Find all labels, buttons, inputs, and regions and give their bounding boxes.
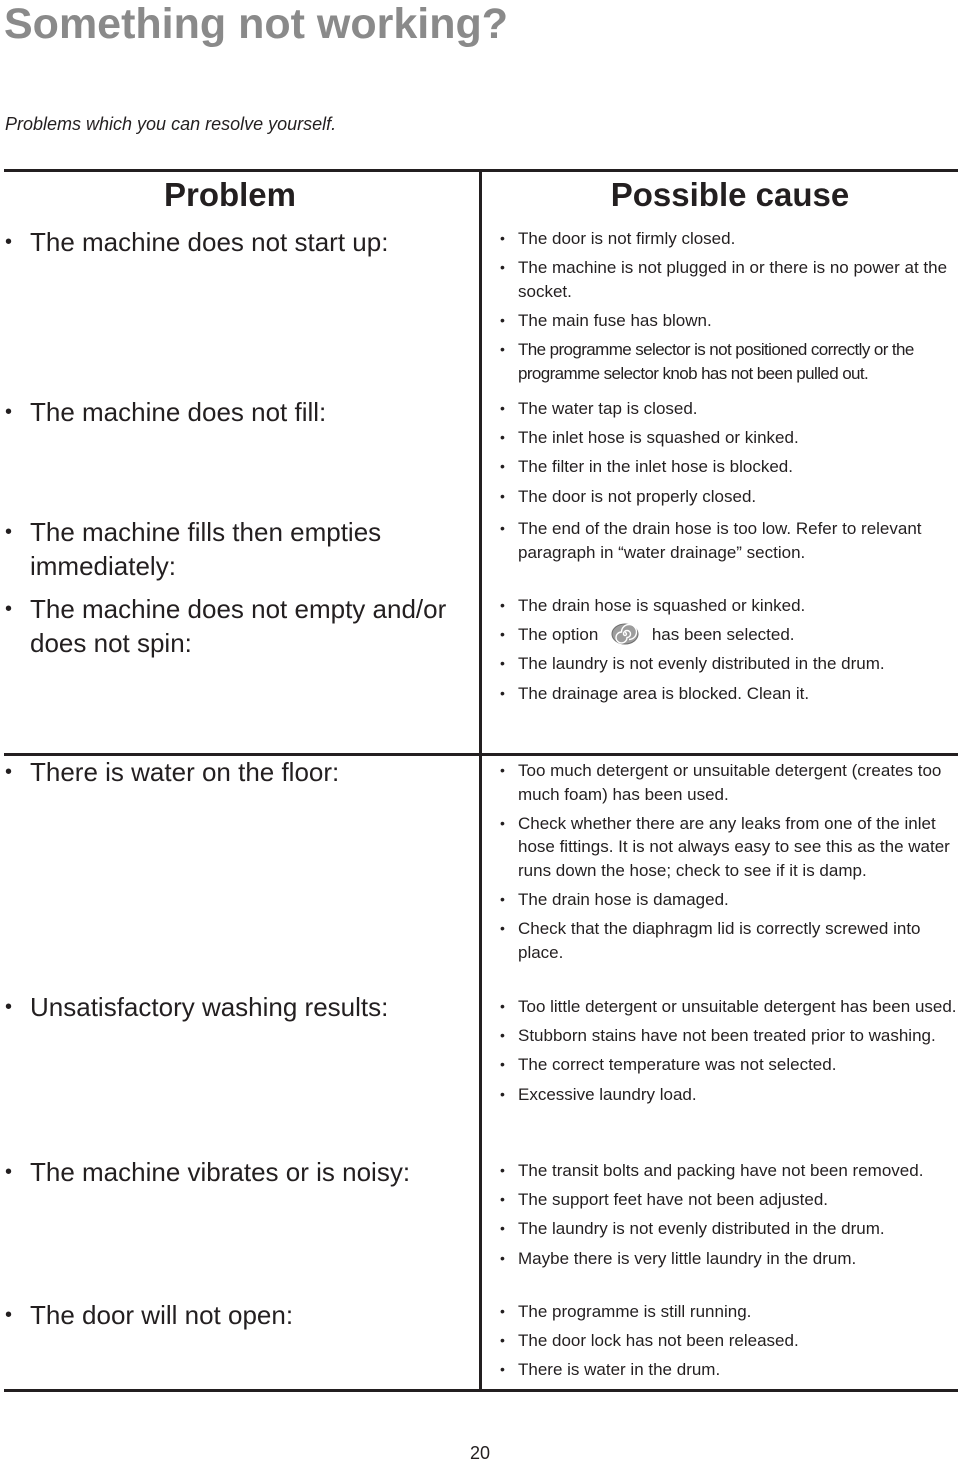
problem-fills-empties: • The machine fills then empties immediately: [30,515,470,583]
list-item: • Too much detergent or unsuitable detergent (creates too much foam) has been used. [518,759,958,806]
list-item: • Check whether there are any leaks from one of the inlet hose fittings. It is not always easy to see this as the water runs down the hose; check to see if it is damp. [518,812,958,883]
list-item: • The programme is still running. [518,1300,958,1324]
page-number: 20 [469,1443,491,1463]
list-item: • The door is not properly closed. [518,485,958,509]
subtitle: Problems which you can resolve yourself. [5,114,337,134]
list-item: • The filter in the inlet hose is blocked. [518,455,958,479]
list-item: • The end of the drain hose is too low. Refer to relevant paragraph in “water drainage” section. [518,517,958,564]
list-item: • The drain hose is squashed or kinked. [518,594,958,618]
option-text-after: has been selected. [651,625,795,645]
list-item: • The support feet have not been adjusted. [518,1188,958,1212]
problem-door-not-open: • The door will not open: [30,1298,470,1332]
list-item: • The laundry is not evenly distributed in the drum. [518,652,958,676]
list-item: • The drainage area is blocked. Clean it. [518,682,958,706]
list-item: • The main fuse has blown. [518,309,958,333]
causes-not-start [518,227,958,391]
header-possible-cause: Possible cause [610,176,850,213]
list-item: • Maybe there is very little laundry in the drum. [518,1247,958,1271]
causes-vibrates [518,1159,958,1276]
list-item: • The door is not firmly closed. [518,227,958,251]
column-divider-2 [479,753,482,1390]
list-item [518,623,958,647]
list-item: • The drain hose is damaged. [518,888,958,912]
page-title: Something not working? [4,0,509,48]
list-item: • The programme selector is not positioned correctly or the programme selector knob has not been pulled out. [518,338,958,385]
list-item: • The door lock has not been released. [518,1329,958,1353]
list-item: • The machine is not plugged in or there is no power at the socket. [518,256,958,303]
problem-not-empty: • The machine does not empty and/or does not spin: [30,592,470,660]
list-item: • Check that the diaphragm lid is correctly screwed into place. [518,917,958,964]
list-item: • Stubborn stains have not been treated prior to washing. [518,1024,958,1048]
list-item: • Excessive laundry load. [518,1083,958,1107]
causes-washing-results [518,995,958,1112]
list-item: • The laundry is not evenly distributed in the drum. [518,1217,958,1241]
list-item: • The transit bolts and packing have not been removed. [518,1159,958,1183]
problem-not-start: • The machine does not start up: [30,225,470,259]
list-item: • There is water in the drum. [518,1358,958,1382]
problem-washing-results: • Unsatisfactory washing results: [30,990,470,1024]
problem-water-floor: • There is water on the floor: [30,755,470,789]
problem-vibrates: • The machine vibrates or is noisy: [30,1155,470,1189]
causes-fills-empties [518,517,958,570]
list-item: • The correct temperature was not selected. [518,1053,958,1077]
list-item: • The water tap is closed. [518,397,958,421]
causes-door-not-open [518,1300,958,1388]
column-divider [479,169,482,753]
option-text-before: The option [518,625,599,645]
header-problem: Problem [163,176,297,213]
spin-icon [611,623,639,645]
causes-water-floor [518,759,958,970]
problem-not-fill: • The machine does not fill: [30,395,470,429]
table-bottom-border [4,1389,958,1392]
causes-not-empty [518,594,958,711]
list-item: • The inlet hose is squashed or kinked. [518,426,958,450]
list-item: • Too little detergent or unsuitable detergent has been used. [518,995,958,1019]
causes-not-fill [518,397,958,514]
